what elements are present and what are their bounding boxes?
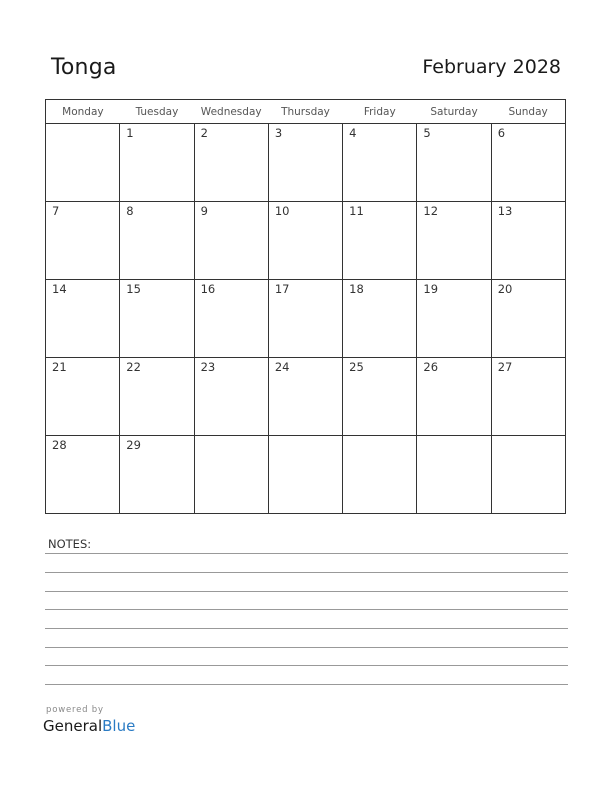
day-cell <box>417 124 491 202</box>
page-title-month: February 2028 <box>422 56 561 78</box>
day-number: 10 <box>274 204 290 218</box>
day-number: 22 <box>126 360 141 374</box>
brand-logo-blue: Blue <box>102 717 136 735</box>
weekday-header: Sunday <box>491 100 565 124</box>
day-number: 2 <box>200 126 208 140</box>
day-cell <box>120 358 194 436</box>
day-cell <box>491 280 565 358</box>
powered-by-text: powered by <box>46 705 104 715</box>
day-number: 13 <box>497 204 513 218</box>
day-cell <box>194 202 268 280</box>
notes-line <box>45 553 568 554</box>
weekday-header-row <box>46 100 566 124</box>
notes-line <box>45 591 568 592</box>
day-cell <box>46 124 120 202</box>
day-cell <box>46 202 120 280</box>
day-cell <box>194 280 268 358</box>
day-number: 8 <box>126 204 134 218</box>
day-cell <box>268 436 342 514</box>
day-cell <box>343 280 417 358</box>
weekday-header: Thursday <box>268 100 342 124</box>
day-number: 17 <box>274 282 290 296</box>
brand-logo-general: General <box>43 717 103 735</box>
day-cell <box>417 358 491 436</box>
day-cell <box>120 202 194 280</box>
day-cell <box>417 202 491 280</box>
day-number <box>195 436 268 438</box>
day-number: 3 <box>274 126 283 140</box>
day-number: 16 <box>200 282 216 296</box>
day-number <box>492 436 565 438</box>
day-cell <box>268 202 342 280</box>
day-cell <box>491 436 565 514</box>
weekday-header: Tuesday <box>120 100 194 124</box>
day-cell <box>120 280 194 358</box>
week-row <box>46 202 566 280</box>
day-number: 24 <box>274 360 290 374</box>
day-cell <box>343 124 417 202</box>
notes-line <box>45 572 568 573</box>
week-row <box>46 436 566 514</box>
day-number: 6 <box>497 126 506 140</box>
day-cell <box>268 358 342 436</box>
day-number: 26 <box>423 360 439 374</box>
day-cell <box>120 436 194 514</box>
day-number: 25 <box>349 360 364 374</box>
day-cell <box>491 124 565 202</box>
day-cell <box>491 202 565 280</box>
day-number: 15 <box>126 282 141 296</box>
day-number: 20 <box>497 282 513 296</box>
day-number: 9 <box>200 204 208 218</box>
day-number: 28 <box>52 438 67 452</box>
day-cell <box>268 280 342 358</box>
notes-line <box>45 628 568 629</box>
day-cell <box>343 358 417 436</box>
week-row <box>46 358 566 436</box>
weekday-header: Saturday <box>417 100 491 124</box>
day-cell <box>46 358 120 436</box>
day-cell <box>417 280 491 358</box>
day-number: 14 <box>52 282 67 296</box>
day-cell <box>46 280 120 358</box>
calendar-grid <box>45 99 566 514</box>
day-number: 12 <box>423 204 439 218</box>
day-cell <box>120 124 194 202</box>
day-number: 23 <box>200 360 216 374</box>
day-cell <box>268 124 342 202</box>
day-number: 5 <box>423 126 431 140</box>
day-number: 21 <box>52 360 67 374</box>
notes-label: NOTES: <box>48 537 92 551</box>
day-number <box>343 436 416 438</box>
day-cell <box>194 436 268 514</box>
day-cell <box>194 358 268 436</box>
day-number <box>417 436 490 438</box>
page-title-country: Tonga <box>51 55 117 80</box>
week-row <box>46 280 566 358</box>
weekday-header: Monday <box>46 100 120 124</box>
day-number: 18 <box>349 282 364 296</box>
day-cell <box>491 358 565 436</box>
day-number: 11 <box>349 204 364 218</box>
day-cell <box>194 124 268 202</box>
day-cell <box>343 202 417 280</box>
notes-line <box>45 684 568 685</box>
weekday-header: Friday <box>343 100 417 124</box>
day-cell <box>46 436 120 514</box>
day-number: 1 <box>126 126 134 140</box>
day-number <box>269 436 342 438</box>
day-number: 4 <box>349 126 357 140</box>
day-cell <box>417 436 491 514</box>
brand-logo <box>43 717 135 735</box>
day-number <box>46 124 119 126</box>
day-number: 27 <box>497 360 513 374</box>
day-number: 7 <box>52 204 60 218</box>
day-cell <box>343 436 417 514</box>
weekday-header: Wednesday <box>194 100 268 124</box>
day-number: 29 <box>126 438 141 452</box>
notes-line <box>45 665 568 666</box>
day-number: 19 <box>423 282 439 296</box>
week-row <box>46 124 566 202</box>
notes-line <box>45 609 568 610</box>
notes-line <box>45 647 568 648</box>
